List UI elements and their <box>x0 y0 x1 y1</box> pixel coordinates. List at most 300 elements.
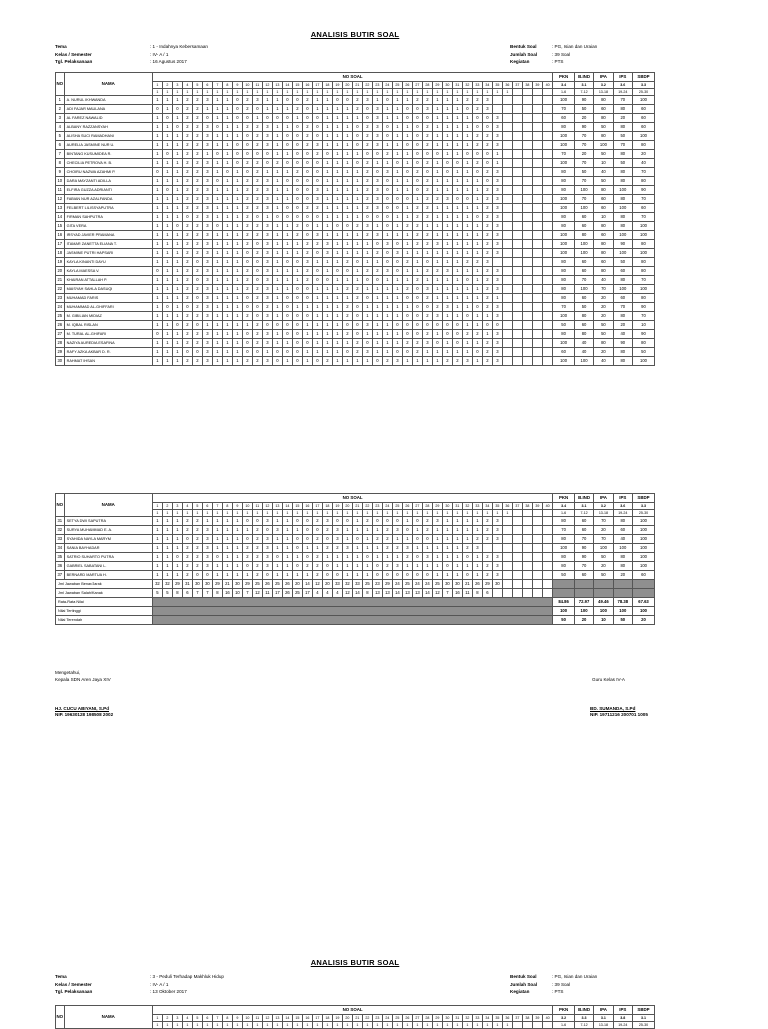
score-cell: 1 <box>172 204 182 213</box>
question-number: 38 <box>522 1015 532 1022</box>
answer-key-cell: 1 <box>172 89 182 96</box>
score-cell: 1 <box>172 312 182 321</box>
score-cell: 1 <box>232 213 242 222</box>
question-number: 20 <box>342 1015 352 1022</box>
answer-key-cell: 1 <box>192 1022 202 1029</box>
score-cell: 0 <box>312 177 322 186</box>
score-cell: 0 <box>362 553 372 562</box>
subject-range: 7-12 <box>574 510 593 517</box>
score-cell: 1 <box>432 553 442 562</box>
score-cell: 2 <box>182 321 192 330</box>
score-cell: 3 <box>362 321 372 330</box>
score-cell: 0 <box>292 285 302 294</box>
student-no: 5 <box>56 132 65 141</box>
meta-label: Bentuk Soal <box>510 974 537 979</box>
score-cell: 1 <box>282 222 292 231</box>
score-cell: 1 <box>392 553 402 562</box>
score-cell <box>512 276 522 285</box>
score-cell: 2 <box>422 123 432 132</box>
answer-key-cell: 1 <box>412 89 422 96</box>
header-subject: IPS <box>613 73 632 82</box>
subject-score: 100 <box>574 285 593 294</box>
question-number: 24 <box>382 82 392 89</box>
score-cell: 0 <box>382 213 392 222</box>
score-cell: 0 <box>252 240 262 249</box>
score-cell: 1 <box>272 517 282 526</box>
score-cell: 1 <box>312 222 322 231</box>
table-row <box>56 249 655 258</box>
subject-code: 3.1 <box>632 1015 654 1022</box>
table-row <box>56 330 655 339</box>
score-cell: 1 <box>172 303 182 312</box>
answer-key-cell: 1 <box>472 510 482 517</box>
subject-score: 80 <box>553 517 575 526</box>
answer-key-cell: 1 <box>212 510 222 517</box>
score-cell: 2 <box>362 168 372 177</box>
score-cell: 1 <box>462 204 472 213</box>
summary-cell: 33 <box>352 580 362 589</box>
subject-score: 10 <box>594 159 613 168</box>
score-cell: 0 <box>332 222 342 231</box>
subject-score: 90 <box>574 544 593 553</box>
score-cell: 1 <box>152 294 162 303</box>
score-cell: 2 <box>252 123 262 132</box>
score-cell: 1 <box>232 204 242 213</box>
score-cell: 1 <box>392 285 402 294</box>
score-cell <box>542 240 552 249</box>
signature-block <box>55 669 655 721</box>
score-cell: 1 <box>252 114 262 123</box>
score-cell: 0 <box>232 150 242 159</box>
score-cell: 0 <box>312 132 322 141</box>
score-cell: 1 <box>342 357 352 366</box>
subject-score: 70 <box>553 150 575 159</box>
score-cell <box>542 348 552 357</box>
score-cell <box>512 517 522 526</box>
score-cell: 2 <box>252 357 262 366</box>
score-cell: 1 <box>352 204 362 213</box>
sig-guru-title: Guru Kelas IV-A <box>592 677 625 682</box>
score-cell: 1 <box>432 526 442 535</box>
score-cell: 3 <box>202 231 212 240</box>
subject-score: 100 <box>613 544 632 553</box>
score-cell: 3 <box>492 312 502 321</box>
subject-score: 70 <box>553 303 575 312</box>
question-number: 23 <box>372 503 382 510</box>
question-number: 11 <box>252 1015 262 1022</box>
subject-score: 100 <box>613 249 632 258</box>
answer-key-cell: 1 <box>422 1022 432 1029</box>
score-cell: 1 <box>172 168 182 177</box>
table-row <box>56 339 655 348</box>
summary-cell: 17 <box>272 589 282 598</box>
score-cell: 1 <box>202 150 212 159</box>
subject-score: 100 <box>632 96 654 105</box>
score-cell: 0 <box>322 150 332 159</box>
score-cell: 3 <box>262 330 272 339</box>
student-name: IRSYAD JAVIER PRAMANA <box>64 231 152 240</box>
score-cell: 2 <box>182 105 192 114</box>
score-cell: 1 <box>222 240 232 249</box>
summary-gray <box>613 589 632 598</box>
score-cell: 1 <box>452 213 462 222</box>
score-cell: 2 <box>242 123 252 132</box>
score-cell: 0 <box>372 357 382 366</box>
table-row <box>56 571 655 580</box>
score-cell: 1 <box>272 303 282 312</box>
score-cell: 1 <box>342 168 352 177</box>
score-cell: 1 <box>312 339 322 348</box>
score-cell: 1 <box>472 357 482 366</box>
meta-value: : 3 - Peduli Terhadap Makhluk Hidup <box>150 974 224 979</box>
score-cell <box>532 544 542 553</box>
score-cell: 1 <box>322 168 332 177</box>
question-number: 11 <box>252 82 262 89</box>
score-cell: 0 <box>312 276 322 285</box>
score-cell: 1 <box>362 535 372 544</box>
score-cell: 1 <box>462 517 472 526</box>
question-number: 38 <box>522 82 532 89</box>
score-cell: 2 <box>192 330 202 339</box>
score-cell: 0 <box>252 517 262 526</box>
score-cell: 1 <box>212 562 222 571</box>
score-cell: 0 <box>262 526 272 535</box>
score-cell: 1 <box>212 231 222 240</box>
student-name: FIRMAN SAHPUTRA <box>64 213 152 222</box>
score-cell: 0 <box>232 105 242 114</box>
score-cell: 1 <box>162 159 172 168</box>
summary-cell: 25 <box>432 580 442 589</box>
score-cell: 1 <box>162 553 172 562</box>
score-cell: 1 <box>462 339 472 348</box>
score-cell: 0 <box>282 177 292 186</box>
score-cell: 2 <box>352 285 362 294</box>
student-no: 24 <box>56 303 65 312</box>
score-cell: 1 <box>282 357 292 366</box>
score-table-1 <box>55 72 655 366</box>
score-cell: 1 <box>402 357 412 366</box>
answer-key-cell: 1 <box>432 1022 442 1029</box>
question-number: 3 <box>172 82 182 89</box>
question-number: 9 <box>232 1015 242 1022</box>
score-cell: 0 <box>302 150 312 159</box>
subject-code: 3.1 <box>574 503 593 510</box>
score-cell <box>532 517 542 526</box>
score-cell: 0 <box>302 339 312 348</box>
subject-score: 80 <box>553 553 575 562</box>
summary-cell: 25 <box>362 580 372 589</box>
score-cell: 1 <box>212 132 222 141</box>
score-cell: 0 <box>292 330 302 339</box>
subject-code: 3.3 <box>574 1015 593 1022</box>
subject-score: 80 <box>594 114 613 123</box>
score-cell: 0 <box>312 123 322 132</box>
summary-row <box>56 580 655 589</box>
score-cell: 2 <box>252 132 262 141</box>
subject-score: 80 <box>594 339 613 348</box>
score-cell: 1 <box>352 177 362 186</box>
question-number: 40 <box>542 503 552 510</box>
score-cell: 2 <box>192 231 202 240</box>
score-cell: 0 <box>392 195 402 204</box>
summary-cell <box>512 589 522 598</box>
score-cell <box>512 213 522 222</box>
score-cell: 2 <box>252 535 262 544</box>
score-cell: 1 <box>272 276 282 285</box>
score-cell: 2 <box>382 526 392 535</box>
score-cell: 0 <box>412 294 422 303</box>
score-cell: 2 <box>402 553 412 562</box>
subject-score: 60 <box>632 105 654 114</box>
score-cell: 2 <box>472 105 482 114</box>
subject-code: 3.3 <box>632 82 654 89</box>
score-cell: 1 <box>282 168 292 177</box>
score-cell: 1 <box>172 517 182 526</box>
subject-code: 3.3 <box>632 503 654 510</box>
score-cell: 2 <box>482 141 492 150</box>
score-cell: 0 <box>412 303 422 312</box>
score-cell: 3 <box>372 186 382 195</box>
score-cell: 1 <box>352 150 362 159</box>
score-cell <box>512 339 522 348</box>
student-name: CHOIRU NAZWA AZAHMI P. <box>64 168 152 177</box>
score-cell <box>492 544 502 553</box>
header-nama: NAMA <box>64 1006 152 1029</box>
score-cell: 2 <box>422 526 432 535</box>
score-cell: 2 <box>192 312 202 321</box>
score-cell: 2 <box>182 132 192 141</box>
subject-score: 60 <box>574 321 593 330</box>
score-cell: 1 <box>322 348 332 357</box>
summary-cell: 4 <box>312 589 322 598</box>
score-cell <box>512 240 522 249</box>
meta-label: Bentuk Soal <box>510 44 537 49</box>
table-row <box>56 195 655 204</box>
score-cell <box>502 195 512 204</box>
subject-score: 80 <box>613 357 632 366</box>
subject-score: 100 <box>574 357 593 366</box>
header-subject: B.IND <box>574 73 593 82</box>
question-number: 22 <box>362 1015 372 1022</box>
score-cell: 1 <box>472 177 482 186</box>
score-cell: 1 <box>462 562 472 571</box>
subject-score: 70 <box>553 105 575 114</box>
question-number: 15 <box>292 503 302 510</box>
score-cell: 1 <box>432 177 442 186</box>
meta-value: : 1 - Indahnya Kebersamaan <box>150 44 208 49</box>
score-cell: 1 <box>312 312 322 321</box>
subject-score: 70 <box>594 535 613 544</box>
table-row <box>56 303 655 312</box>
table-row <box>56 123 655 132</box>
score-cell: 0 <box>352 258 362 267</box>
score-cell: 3 <box>492 303 502 312</box>
student-no: 1 <box>56 96 65 105</box>
score-cell: 1 <box>162 276 172 285</box>
score-cell: 1 <box>432 258 442 267</box>
score-cell: 1 <box>162 231 172 240</box>
question-number: 13 <box>272 503 282 510</box>
answer-key-cell: 1 <box>282 89 292 96</box>
score-cell: 1 <box>282 231 292 240</box>
score-cell: 3 <box>432 240 442 249</box>
score-cell: 2 <box>192 249 202 258</box>
score-cell: 3 <box>372 204 382 213</box>
score-cell: 3 <box>392 562 402 571</box>
score-cell: 0 <box>152 330 162 339</box>
score-cell: 3 <box>262 204 272 213</box>
score-cell: 1 <box>352 544 362 553</box>
score-cell: 1 <box>262 213 272 222</box>
score-cell: 1 <box>392 303 402 312</box>
answer-key-cell: 1 <box>442 89 452 96</box>
subject-score: 40 <box>613 330 632 339</box>
score-cell: 0 <box>332 96 342 105</box>
score-cell: 1 <box>232 294 242 303</box>
meta-label: Tema <box>55 974 67 979</box>
score-cell: 2 <box>462 330 472 339</box>
answer-key-cell: 1 <box>152 89 162 96</box>
score-cell: 1 <box>232 535 242 544</box>
question-number: 31 <box>452 503 462 510</box>
question-number: 28 <box>422 503 432 510</box>
student-no: 11 <box>56 186 65 195</box>
score-cell <box>512 186 522 195</box>
subject-score: 60 <box>574 258 593 267</box>
score-cell: 3 <box>202 285 212 294</box>
score-cell: 2 <box>182 96 192 105</box>
stat-value: 100 <box>574 607 593 616</box>
score-cell: 0 <box>382 186 392 195</box>
answer-key-cell: 1 <box>342 89 352 96</box>
student-name: MAISYAH SAHLA DASUQI <box>64 285 152 294</box>
score-cell: 0 <box>242 114 252 123</box>
score-cell: 1 <box>342 562 352 571</box>
summary-cell: 20 <box>292 580 302 589</box>
score-cell: 0 <box>292 258 302 267</box>
score-cell: 1 <box>352 195 362 204</box>
score-cell <box>532 231 542 240</box>
score-cell <box>532 96 542 105</box>
table-row <box>56 204 655 213</box>
answer-key-cell: 1 <box>202 1022 212 1029</box>
student-name: MUHAMMAD AL-GHIFFARI <box>64 303 152 312</box>
score-cell: 0 <box>412 105 422 114</box>
summary-cell: 16 <box>222 589 232 598</box>
score-cell: 1 <box>232 285 242 294</box>
question-number: 37 <box>512 1015 522 1022</box>
subject-score: 100 <box>553 231 575 240</box>
summary-cell: 8 <box>472 589 482 598</box>
score-cell: 2 <box>252 186 262 195</box>
score-cell: 0 <box>172 553 182 562</box>
score-cell <box>522 571 532 580</box>
score-cell: 1 <box>472 321 482 330</box>
score-cell: 0 <box>402 526 412 535</box>
score-cell: 3 <box>202 339 212 348</box>
score-cell: 1 <box>162 517 172 526</box>
score-cell: 0 <box>372 562 382 571</box>
score-cell: 0 <box>242 258 252 267</box>
score-cell: 3 <box>202 348 212 357</box>
score-cell: 0 <box>292 535 302 544</box>
score-cell: 1 <box>232 132 242 141</box>
score-cell: 2 <box>272 159 282 168</box>
score-cell: 0 <box>382 222 392 231</box>
score-cell: 0 <box>402 571 412 580</box>
score-cell: 0 <box>392 517 402 526</box>
score-cell: 1 <box>282 105 292 114</box>
score-cell: 1 <box>452 258 462 267</box>
score-cell: 1 <box>482 312 492 321</box>
answer-key-cell: 1 <box>222 89 232 96</box>
score-cell: 1 <box>342 105 352 114</box>
score-cell: 1 <box>322 105 332 114</box>
score-cell <box>512 141 522 150</box>
score-cell: 0 <box>412 285 422 294</box>
score-cell: 1 <box>302 303 312 312</box>
score-cell <box>522 159 532 168</box>
score-cell: 0 <box>442 330 452 339</box>
score-cell: 1 <box>382 141 392 150</box>
score-cell: 2 <box>382 150 392 159</box>
summary-cell: 7 <box>192 589 202 598</box>
score-cell: 1 <box>272 240 282 249</box>
score-cell: 0 <box>482 150 492 159</box>
score-cell: 3 <box>342 544 352 553</box>
score-cell: 1 <box>352 276 362 285</box>
score-cell: 1 <box>372 96 382 105</box>
score-cell: 0 <box>232 159 242 168</box>
score-cell <box>502 123 512 132</box>
score-cell: 3 <box>332 526 342 535</box>
score-cell: 0 <box>472 168 482 177</box>
stat-value: 72.97 <box>574 598 593 607</box>
score-cell <box>512 168 522 177</box>
score-cell: 2 <box>242 267 252 276</box>
score-cell: 1 <box>212 339 222 348</box>
subject-score: 70 <box>574 141 593 150</box>
score-cell <box>512 96 522 105</box>
subject-score: 60 <box>613 267 632 276</box>
question-number: 32 <box>462 503 472 510</box>
score-cell: 1 <box>282 553 292 562</box>
score-cell: 1 <box>382 553 392 562</box>
score-cell: 2 <box>252 177 262 186</box>
table-row <box>56 132 655 141</box>
score-cell: 1 <box>462 526 472 535</box>
score-cell: 0 <box>252 276 262 285</box>
score-cell <box>502 231 512 240</box>
subject-score: 50 <box>594 330 613 339</box>
score-cell <box>532 276 542 285</box>
score-cell: 3 <box>492 123 502 132</box>
meta-value: : PG, Isian dan Uraian <box>552 974 598 979</box>
score-cell: 1 <box>402 150 412 159</box>
summary-cell: 30 <box>202 580 212 589</box>
summary-cell: 26 <box>262 580 272 589</box>
score-cell: 2 <box>312 553 322 562</box>
score-cell: 2 <box>412 339 422 348</box>
score-cell: 1 <box>162 123 172 132</box>
score-cell: 0 <box>342 267 352 276</box>
score-cell: 2 <box>482 132 492 141</box>
header-subject: IPA <box>594 73 613 82</box>
score-cell: 2 <box>482 240 492 249</box>
answer-key-cell: 1 <box>332 1022 342 1029</box>
subject-score: 80 <box>553 177 575 186</box>
score-cell <box>532 535 542 544</box>
